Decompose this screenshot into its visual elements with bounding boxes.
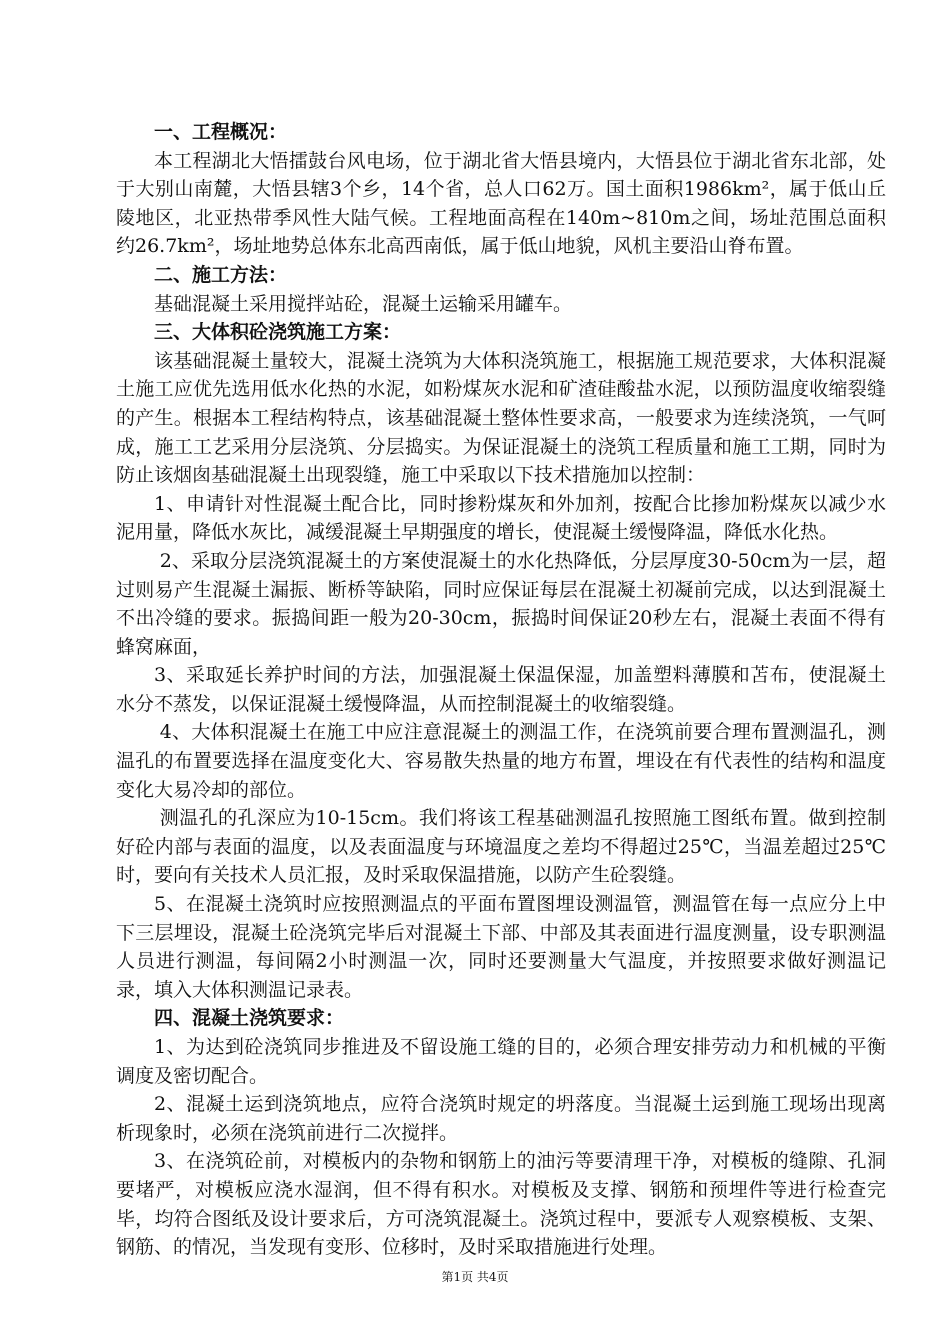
paragraph-requirement-1: 1、为达到砼浇筑同步推进及不留设施工缝的目的，必须合理安排劳动力和机械的平衡调度及密切配合。 (116, 1036, 886, 1087)
section-heading-method: 二、施工方法： (154, 263, 288, 286)
paragraph-measure-5: 5、在混凝土浇筑时应按照测温点的平面布置图埋设测温管，测温管在每一点应分上中下三层埋设，混凝土砼浇筑完毕后对混凝土下部、中部及其表面进行温度测量，设专职测温人员进行测温，每间隔2小时测温一次，同时还要测量大气温度，并按照要求做好测温记录，填入大体积测温记录表。 (116, 893, 886, 1001)
paragraph-requirement-2: 2、混凝土运到浇筑地点，应符合浇筑时规定的坍落度。当混凝土运到施工现场出现离析现象时，必须在浇筑前进行二次搅拌。 (116, 1093, 886, 1144)
section-heading-mass-concrete: 三、大体积砼浇筑施工方案： (154, 321, 402, 344)
section-heading-pouring-requirements: 四、混凝土浇筑要求： (154, 1007, 345, 1030)
paragraph-requirement-3: 3、在浇筑砼前，对模板内的杂物和钢筋上的油污等要清理干净，对模板的缝隙、孔洞要堵严，对模板应浇水湿润，但不得有积水。对模板及支撑、钢筋和预埋件等进行检查完毕，均符合图纸及设计要求后，方可浇筑混凝土。浇筑过程中，要派专人观察模板、支架、钢筋、的情况，当发现有变形、位移时，及时采取措施进行处理。 (116, 1150, 886, 1259)
section-heading-overview: 一、工程概况： (154, 121, 288, 143)
paragraph-measure-1: 1、申请针对性混凝土配合比，同时掺粉煤灰和外加剂，按配合比掺加粉煤灰以减少水泥用量，降低水灰比，减缓混凝土早期强度的增长，使混凝土缓慢降温，降低水化热。 (116, 492, 886, 544)
paragraph-overview: 本工程湖北大悟擂鼓台风电场，位于湖北省大悟县境内，大悟县位于湖北省东北部，处于大别山南麓，大悟县辖3个乡，14个省，总人口62万。国土面积1986km²，属于低山丘陵地区，北亚热带季风性大陆气候。工程地面高程在140m~810m之间，场址范围总面积约26.7km²，场址地势总体东北高西南低，属于低山地貌，风机主要沿山脊布置。 (116, 149, 886, 258)
paragraph-measure-4: 4、大体积混凝土在施工中应注意混凝土的测温工作，在浇筑前要合理布置测温孔，测温孔的布置要选择在温度变化大、容易散失热量的地方布置，埋设在有代表性的结构和温度变化大易冷却的部位。 (116, 721, 886, 801)
page-footer: 第1页 共4页 (441, 1270, 509, 1284)
paragraph-method: 基础混凝土采用搅拌站砼，混凝土运输采用罐车。 (154, 292, 573, 315)
document-body (116, 118, 886, 1262)
paragraph-temperature-holes: 测温孔的孔深应为10-15cm。我们将该工程基础测温孔按照施工图纸布置。做到控制好砼内部与表面的温度，以及表面温度与环境温度之差均不得超过25℃，当温差超过25℃时，要向有关技术人员汇报，及时采取保温措施，以防产生砼裂缝。 (116, 807, 886, 887)
paragraph-measure-3: 3、采取延长养护时间的方法，加强混凝土保温保湿，加盖塑料薄膜和苫布，使混凝土水分不蒸发，以保证混凝土缓慢降温，从而控制混凝土的收缩裂缝。 (116, 664, 886, 715)
paragraph-mass-concrete-intro: 该基础混凝土量较大，混凝土浇筑为大体积浇筑施工，根据施工规范要求，大体积混凝土施工应优先选用低水化热的水泥，如粉煤灰水泥和矿渣硅酸盐水泥，以预防温度收缩裂缝的产生。根据本工程结构特点，该基础混凝土整体性要求高，一般要求为连续浇筑，一气呵成，施工工艺采用分层浇筑、分层捣实。为保证混凝土的浇筑工程质量和施工工期，同时为防止该烟囱基础混凝土出现裂缝，施工中采取以下技术措施加以控制： (116, 349, 886, 487)
paragraph-measure-2: 2、采取分层浇筑混凝土的方案使混凝土的水化热降低，分层厚度30-50cm为一层，超过则易产生混凝土漏振、断桥等缺陷，同时应保证每层在混凝土初凝前完成，以达到混凝土不出冷缝的要求。振捣间距一般为20-30cm，振捣时间保证20秒左右，混凝土表面不得有蜂窝麻面， (116, 549, 886, 658)
